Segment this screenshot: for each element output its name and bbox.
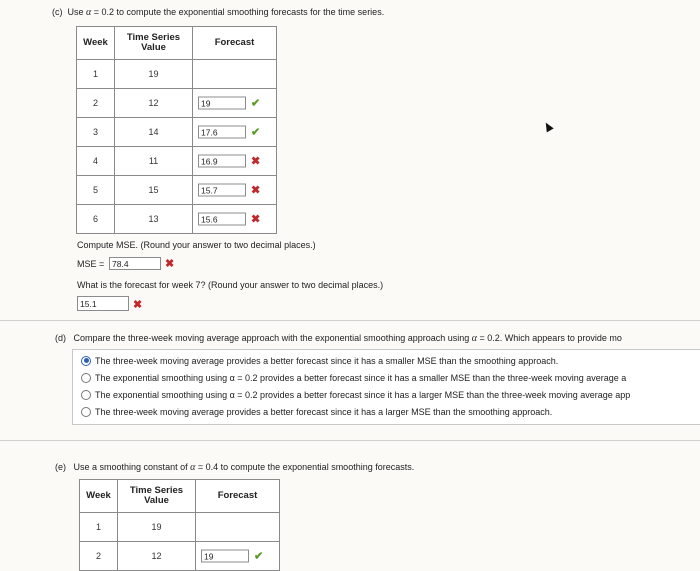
header-forecast: Forecast: [193, 27, 277, 60]
week-cell: 2: [80, 542, 118, 571]
cross-icon: ✖: [251, 213, 261, 226]
table-row: [77, 89, 277, 118]
section-divider: [0, 440, 700, 441]
part-e-text-before: Use a smoothing constant of: [73, 462, 191, 472]
part-d-prefix: (d): [55, 333, 66, 343]
part-d-text-before: Compare the three-week moving average approach with the exponential smoothing approach using: [73, 333, 472, 343]
radio-selected-icon[interactable]: [81, 356, 91, 366]
value-cell: 12: [118, 542, 196, 571]
check-icon: ✔: [251, 126, 261, 139]
week-cell: 5: [77, 176, 115, 205]
value-cell: 19: [115, 60, 193, 89]
radio-icon[interactable]: [81, 373, 91, 383]
section-divider: [0, 320, 700, 321]
part-c-table: [76, 26, 277, 234]
header-ts-line1: Time Series: [129, 485, 184, 496]
header-week: Week: [77, 27, 115, 60]
part-d-question: [55, 333, 622, 344]
radio-icon[interactable]: [81, 407, 91, 417]
forecast-cell: [193, 118, 277, 147]
radio-option[interactable]: [81, 388, 630, 402]
mse-label: MSE =: [77, 259, 105, 269]
mouse-pointer-icon: [542, 121, 553, 133]
part-e-question: [55, 462, 414, 473]
alpha-symbol: α: [471, 333, 478, 344]
header-ts-line2: Value: [144, 495, 169, 506]
forecast-input[interactable]: 15.7: [198, 184, 246, 197]
week-cell: 4: [77, 147, 115, 176]
option-label: The exponential smoothing using α = 0.2 provides a better forecast since it has a larger MSE than the three-week moving average app: [95, 390, 631, 400]
week-cell: 1: [80, 513, 118, 542]
value-cell: 11: [115, 147, 193, 176]
option-label: The three-week moving average provides a better forecast since it has a smaller MSE than the smoothing approach.: [95, 356, 559, 366]
table-row: [77, 205, 277, 234]
mse-prompt: Compute MSE. (Round your answer to two decimal places.): [77, 240, 316, 250]
part-d-text-after: = 0.2. Which appears to provide mo: [477, 333, 622, 343]
part-c-question: [52, 7, 384, 18]
forecast-input[interactable]: 15.6: [198, 213, 246, 226]
check-icon: ✔: [251, 97, 261, 110]
part-c-prefix: (c): [52, 7, 63, 17]
value-cell: 15: [115, 176, 193, 205]
radio-icon[interactable]: [81, 390, 91, 400]
forecast-cell: [196, 542, 280, 571]
radio-option[interactable]: [81, 354, 558, 368]
part-c-text-after: = 0.2 to compute the exponential smoothing forecasts for the time series.: [91, 7, 385, 17]
part-e-table: [79, 479, 280, 571]
mse-row: [77, 257, 104, 271]
part-e-prefix: (e): [55, 462, 66, 472]
check-icon: ✔: [254, 550, 264, 563]
header-ts-line1: Time Series: [126, 32, 181, 43]
radio-option[interactable]: [81, 371, 626, 385]
value-cell: 13: [115, 205, 193, 234]
header-time-series: [115, 27, 193, 60]
option-label: The three-week moving average provides a better forecast since it has a larger MSE than the smoothing approach.: [95, 407, 553, 417]
table-row: [77, 60, 277, 89]
week-cell: 2: [77, 89, 115, 118]
week-cell: 6: [77, 205, 115, 234]
forecast-cell: [193, 176, 277, 205]
alpha-symbol: α: [86, 7, 92, 18]
header-forecast: Forecast: [196, 480, 280, 513]
forecast-cell: [193, 89, 277, 118]
forecast-cell: [193, 205, 277, 234]
table-row: [77, 147, 277, 176]
header-week: Week: [80, 480, 118, 513]
week7-input[interactable]: 15.1: [77, 296, 129, 311]
value-cell: 12: [115, 89, 193, 118]
cross-icon: ✖: [133, 299, 143, 311]
part-c-text-before: Use: [67, 7, 87, 17]
forecast-input[interactable]: 17.6: [198, 126, 246, 139]
value-cell: 14: [115, 118, 193, 147]
table-row: [77, 176, 277, 205]
table-row: [80, 513, 280, 542]
week-cell: 3: [77, 118, 115, 147]
header-time-series: [118, 480, 196, 513]
table-row: [80, 542, 280, 571]
alpha-symbol: α: [190, 462, 196, 473]
forecast-cell: [193, 147, 277, 176]
cross-icon: ✖: [251, 155, 261, 168]
forecast-cell: [196, 513, 280, 542]
radio-option[interactable]: [81, 405, 552, 419]
forecast-input[interactable]: 19: [198, 97, 246, 110]
forecast-input[interactable]: 19: [201, 550, 249, 563]
option-label: The exponential smoothing using α = 0.2 provides a better forecast since it has a smaller MSE than the three-week moving average a: [95, 373, 627, 383]
part-e-text-after: = 0.4 to compute the exponential smoothing forecasts.: [195, 462, 415, 472]
table-row: [77, 118, 277, 147]
header-ts-line2: Value: [141, 42, 166, 53]
mse-input[interactable]: 78.4: [109, 257, 161, 270]
forecast-cell: [193, 60, 277, 89]
cross-icon: ✖: [165, 258, 175, 270]
value-cell: 19: [118, 513, 196, 542]
week-cell: 1: [77, 60, 115, 89]
week7-prompt: What is the forecast for week 7? (Round your answer to two decimal places.): [77, 280, 384, 290]
forecast-input[interactable]: 16.9: [198, 155, 246, 168]
cross-icon: ✖: [251, 184, 261, 197]
